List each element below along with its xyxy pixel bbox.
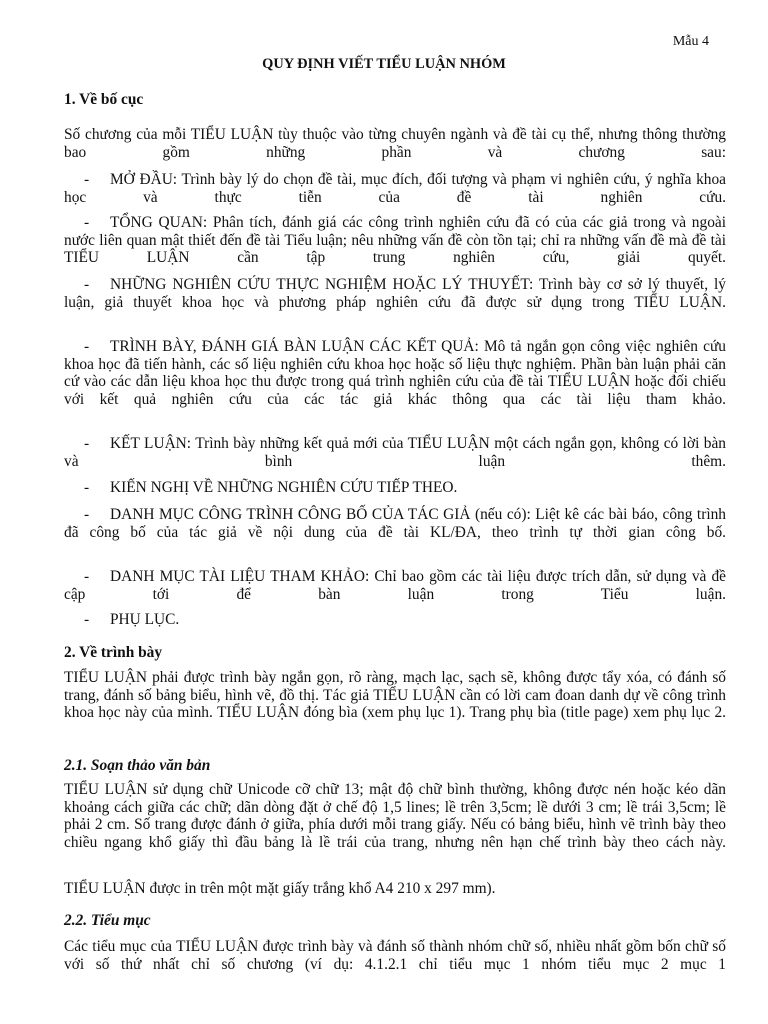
list-item-text: TRÌNH BÀY, ĐÁNH GIÁ BÀN LUẬN CÁC KẾT QUẢ: Mô tả ngắn gọn công việc nghiên cứu khoa học đã tiến hành, các số liệu nghiên cứu khoa học hoặc số liệu thực nghiệm. Phần bàn luận phải căn cứ vào các dẫn liệu khoa học thu được trong quá trình nghiên cứu của đề tài TIỂU LUẬN hoặc đối chiếu với kết quả nghiên cứu của các tác giả khác thông qua các tài liệu tham khảo. [64, 338, 726, 408]
section-1-heading: 1. Về bố cục [64, 91, 144, 108]
list-dash: - [84, 568, 90, 585]
list-item-text: DANH MỤC TÀI LIỆU THAM KHẢO: Chỉ bao gồm các tài liệu được trích dẫn, sử dụng và đề cập tới để bàn luận trong Tiểu luận. [64, 568, 726, 603]
list-dash: - [84, 435, 90, 452]
document-title: QUY ĐỊNH VIẾT TIỂU LUẬN NHÓM [262, 56, 506, 72]
section-2-body: TIỂU LUẬN phải được trình bày ngắn gọn, rõ ràng, mạch lạc, sạch sẽ, không được tẩy xóa, có đánh số trang, đánh số bảng biểu, hình vẽ, đồ thị. Tác giả TIỂU LUẬN cần có lời cam đoan danh dự về công trình khoa học này của mình. TIỂU LUẬN đóng bìa (xem phụ lục 1). Trang phụ bìa (title page) xem phụ lục 2. [64, 669, 726, 722]
section-2-heading: 2. Về trình bày [64, 644, 163, 661]
list-item-text: MỞ ĐẦU: Trình bày lý do chọn đề tài, mục đích, đối tượng và phạm vi nghiên cứu, ý nghĩa khoa học và thực tiễn của đề tài nghiên cứu. [64, 171, 726, 206]
list-dash: - [84, 611, 90, 628]
list-item-cong-trinh [64, 506, 726, 559]
list-dash: - [84, 276, 90, 293]
list-item-phu-luc [64, 611, 726, 629]
list-item-text: DANH MỤC CÔNG TRÌNH CÔNG BỐ CỦA TÁC GIẢ (nếu có): Liệt kê các bài báo, công trình đã công bố của tác giả về nội dung của đề tài KL/ĐA, theo trình tự thời gian công bố. [64, 506, 726, 541]
section-2-1-body: TIỂU LUẬN sử dụng chữ Unicode cỡ chữ 13; mật độ chữ bình thường, không được nén hoặc kéo dãn khoảng cách giữa các chữ; dãn dòng đặt ở chế độ 1,5 lines; lề trên 3,5cm; lề dưới 3 cm; lề trái 3,5cm; lề phải 2 cm. Số trang được đánh ở giữa, phía dưới mỗi trang giấy. Nếu có bảng biểu, hình vẽ trình bày theo chiều ngang khổ giấy thì đầu bảng là lề trái của trang, nhưng nên hạn chế trình bày theo cách này. [64, 781, 726, 851]
list-dash: - [84, 479, 90, 496]
list-item-text: TỔNG QUAN: Phân tích, đánh giá các công trình nghiên cứu đã có của các giả trong và ngoài nước liên quan mật thiết đến đề tài Tiểu luận; nêu những vấn đề còn tồn tại; chỉ ra những vấn đề mà đề tài TIỂU LUẬN cần tập trung nghiên cứu, giải quyết. [64, 214, 726, 267]
section-2-1-paper: TIỂU LUẬN được in trên một mặt giấy trắng khổ A4 210 x 297 mm). [64, 880, 496, 897]
list-item-text: KIẾN NGHỊ VỀ NHỮNG NGHIÊN CỨU TIẾP THEO. [110, 479, 458, 496]
section-1-intro: Số chương của mỗi TIỂU LUẬN tùy thuộc vào từng chuyên ngành và đề tài cụ thể, nhưng thông thường bao gồm những phần và chương sau: [64, 126, 726, 161]
form-number: Mẫu 4 [672, 34, 709, 49]
section-2-2-heading: 2.2. Tiểu mục [64, 912, 151, 929]
list-item-text: NHỮNG NGHIÊN CỨU THỰC NGHIỆM HOẶC LÝ THUYẾT: Trình bày cơ sở lý thuyết, lý luận, giả thuyết khoa học và phương pháp nghiên cứu đã được sử dụng trong TIỂU LUẬN. [64, 276, 726, 311]
list-dash: - [84, 214, 90, 231]
section-2-2-body: Các tiểu mục của TIỂU LUẬN được trình bày và đánh số thành nhóm chữ số, nhiều nhất gồm bốn chữ số với số thứ nhất chỉ số chương (ví dụ: 4.1.2.1 chỉ tiểu mục 1 nhóm tiểu mục 2 mục 1 [64, 938, 726, 973]
list-dash: - [84, 171, 90, 188]
section-2-1-heading: 2.1. Soạn thảo văn bản [64, 757, 211, 774]
list-item-tong-quan [64, 214, 726, 284]
list-item-trinh-bay-ket-qua [64, 338, 726, 426]
list-item-text: KẾT LUẬN: Trình bày những kết quả mới của TIỂU LUẬN một cách ngắn gọn, không có lời bàn và bình luận thêm. [64, 435, 726, 470]
list-dash: - [84, 506, 90, 523]
list-dash: - [84, 338, 90, 355]
list-item-text: PHỤ LỤC. [110, 611, 180, 628]
list-item-kien-nghi [64, 479, 726, 497]
list-item-nghien-cuu [64, 276, 726, 329]
